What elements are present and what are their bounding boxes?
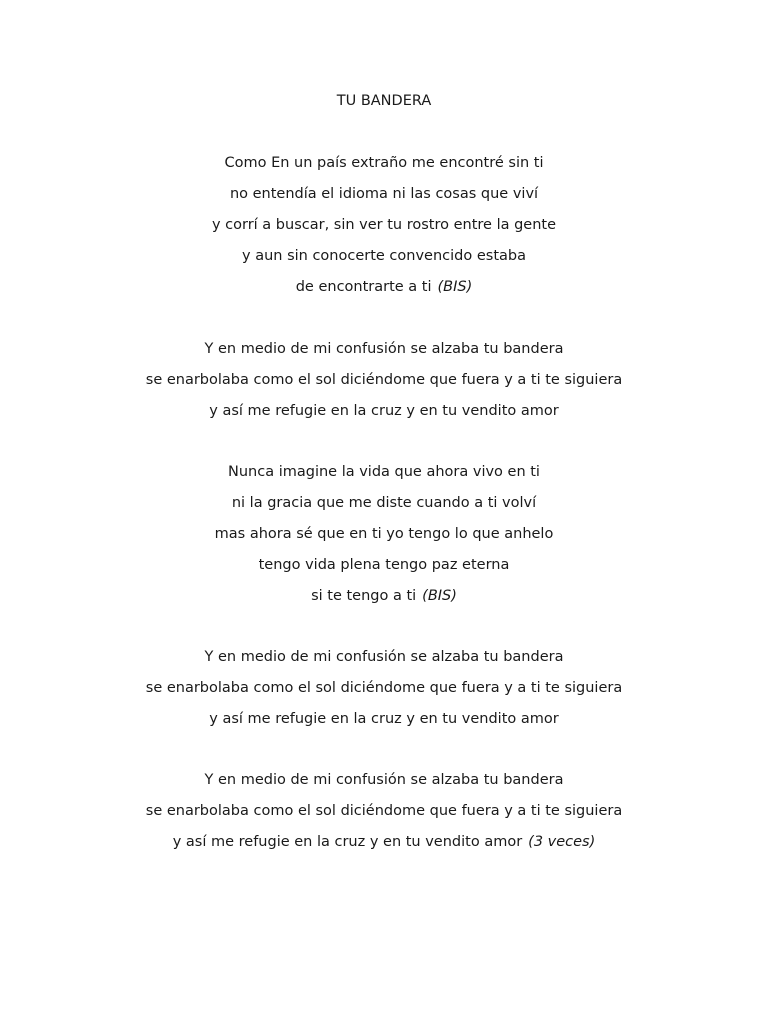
lyric-line: Como En un país extraño me encontré sin ti: [224, 155, 544, 171]
chorus-2: [0, 647, 768, 740]
lyric-line: de encontrarte a ti (BIS): [295, 279, 473, 295]
lyric-line: tengo vida plena tengo paz eterna: [258, 557, 510, 573]
repeat-note: (BIS): [437, 279, 473, 295]
repeat-note: (BIS): [422, 588, 457, 604]
verse-1: [0, 153, 768, 308]
lyric-line: se enarbolaba como el sol diciéndome que fuera y a ti te siguiera: [145, 803, 623, 819]
chorus-3: [0, 770, 768, 863]
repeat-note: (3 veces): [528, 834, 596, 850]
lyric-line: Y en medio de mi confusión se alzaba tu bandera: [204, 341, 564, 357]
lyric-line: mas ahora sé que en ti yo tengo lo que anhelo: [214, 526, 554, 542]
lyric-line: ni la gracia que me diste cuando a ti volví: [231, 495, 537, 511]
lyric-line: Y en medio de mi confusión se alzaba tu bandera: [204, 649, 564, 665]
chorus-1: [0, 339, 768, 432]
lyric-line: se enarbolaba como el sol diciéndome que fuera y a ti te siguiera: [145, 680, 623, 696]
lyric-line: y corrí a buscar, sin ver tu rostro entre la gente: [211, 217, 557, 233]
lyric-line: y aun sin conocerte convencido estaba: [242, 248, 526, 264]
lyric-line: y así me refugie en la cruz y en tu vendito amor: [209, 403, 559, 419]
lyric-line: y así me refugie en la cruz y en tu vendito amor (3 veces): [172, 834, 596, 850]
lyric-line: se enarbolaba como el sol diciéndome que fuera y a ti te siguiera: [145, 372, 623, 388]
lyric-line: Y en medio de mi confusión se alzaba tu bandera: [204, 772, 564, 788]
lyric-line: no entendía el idioma ni las cosas que viví: [229, 186, 539, 202]
lyric-line: y así me refugie en la cruz y en tu vendito amor: [209, 711, 559, 727]
verse-2: [0, 462, 768, 617]
lyric-line: si te tengo a ti (BIS): [311, 588, 457, 604]
lyric-line: Nunca imagine la vida que ahora vivo en ti: [228, 464, 540, 480]
song-title: TU BANDERA: [336, 93, 432, 109]
